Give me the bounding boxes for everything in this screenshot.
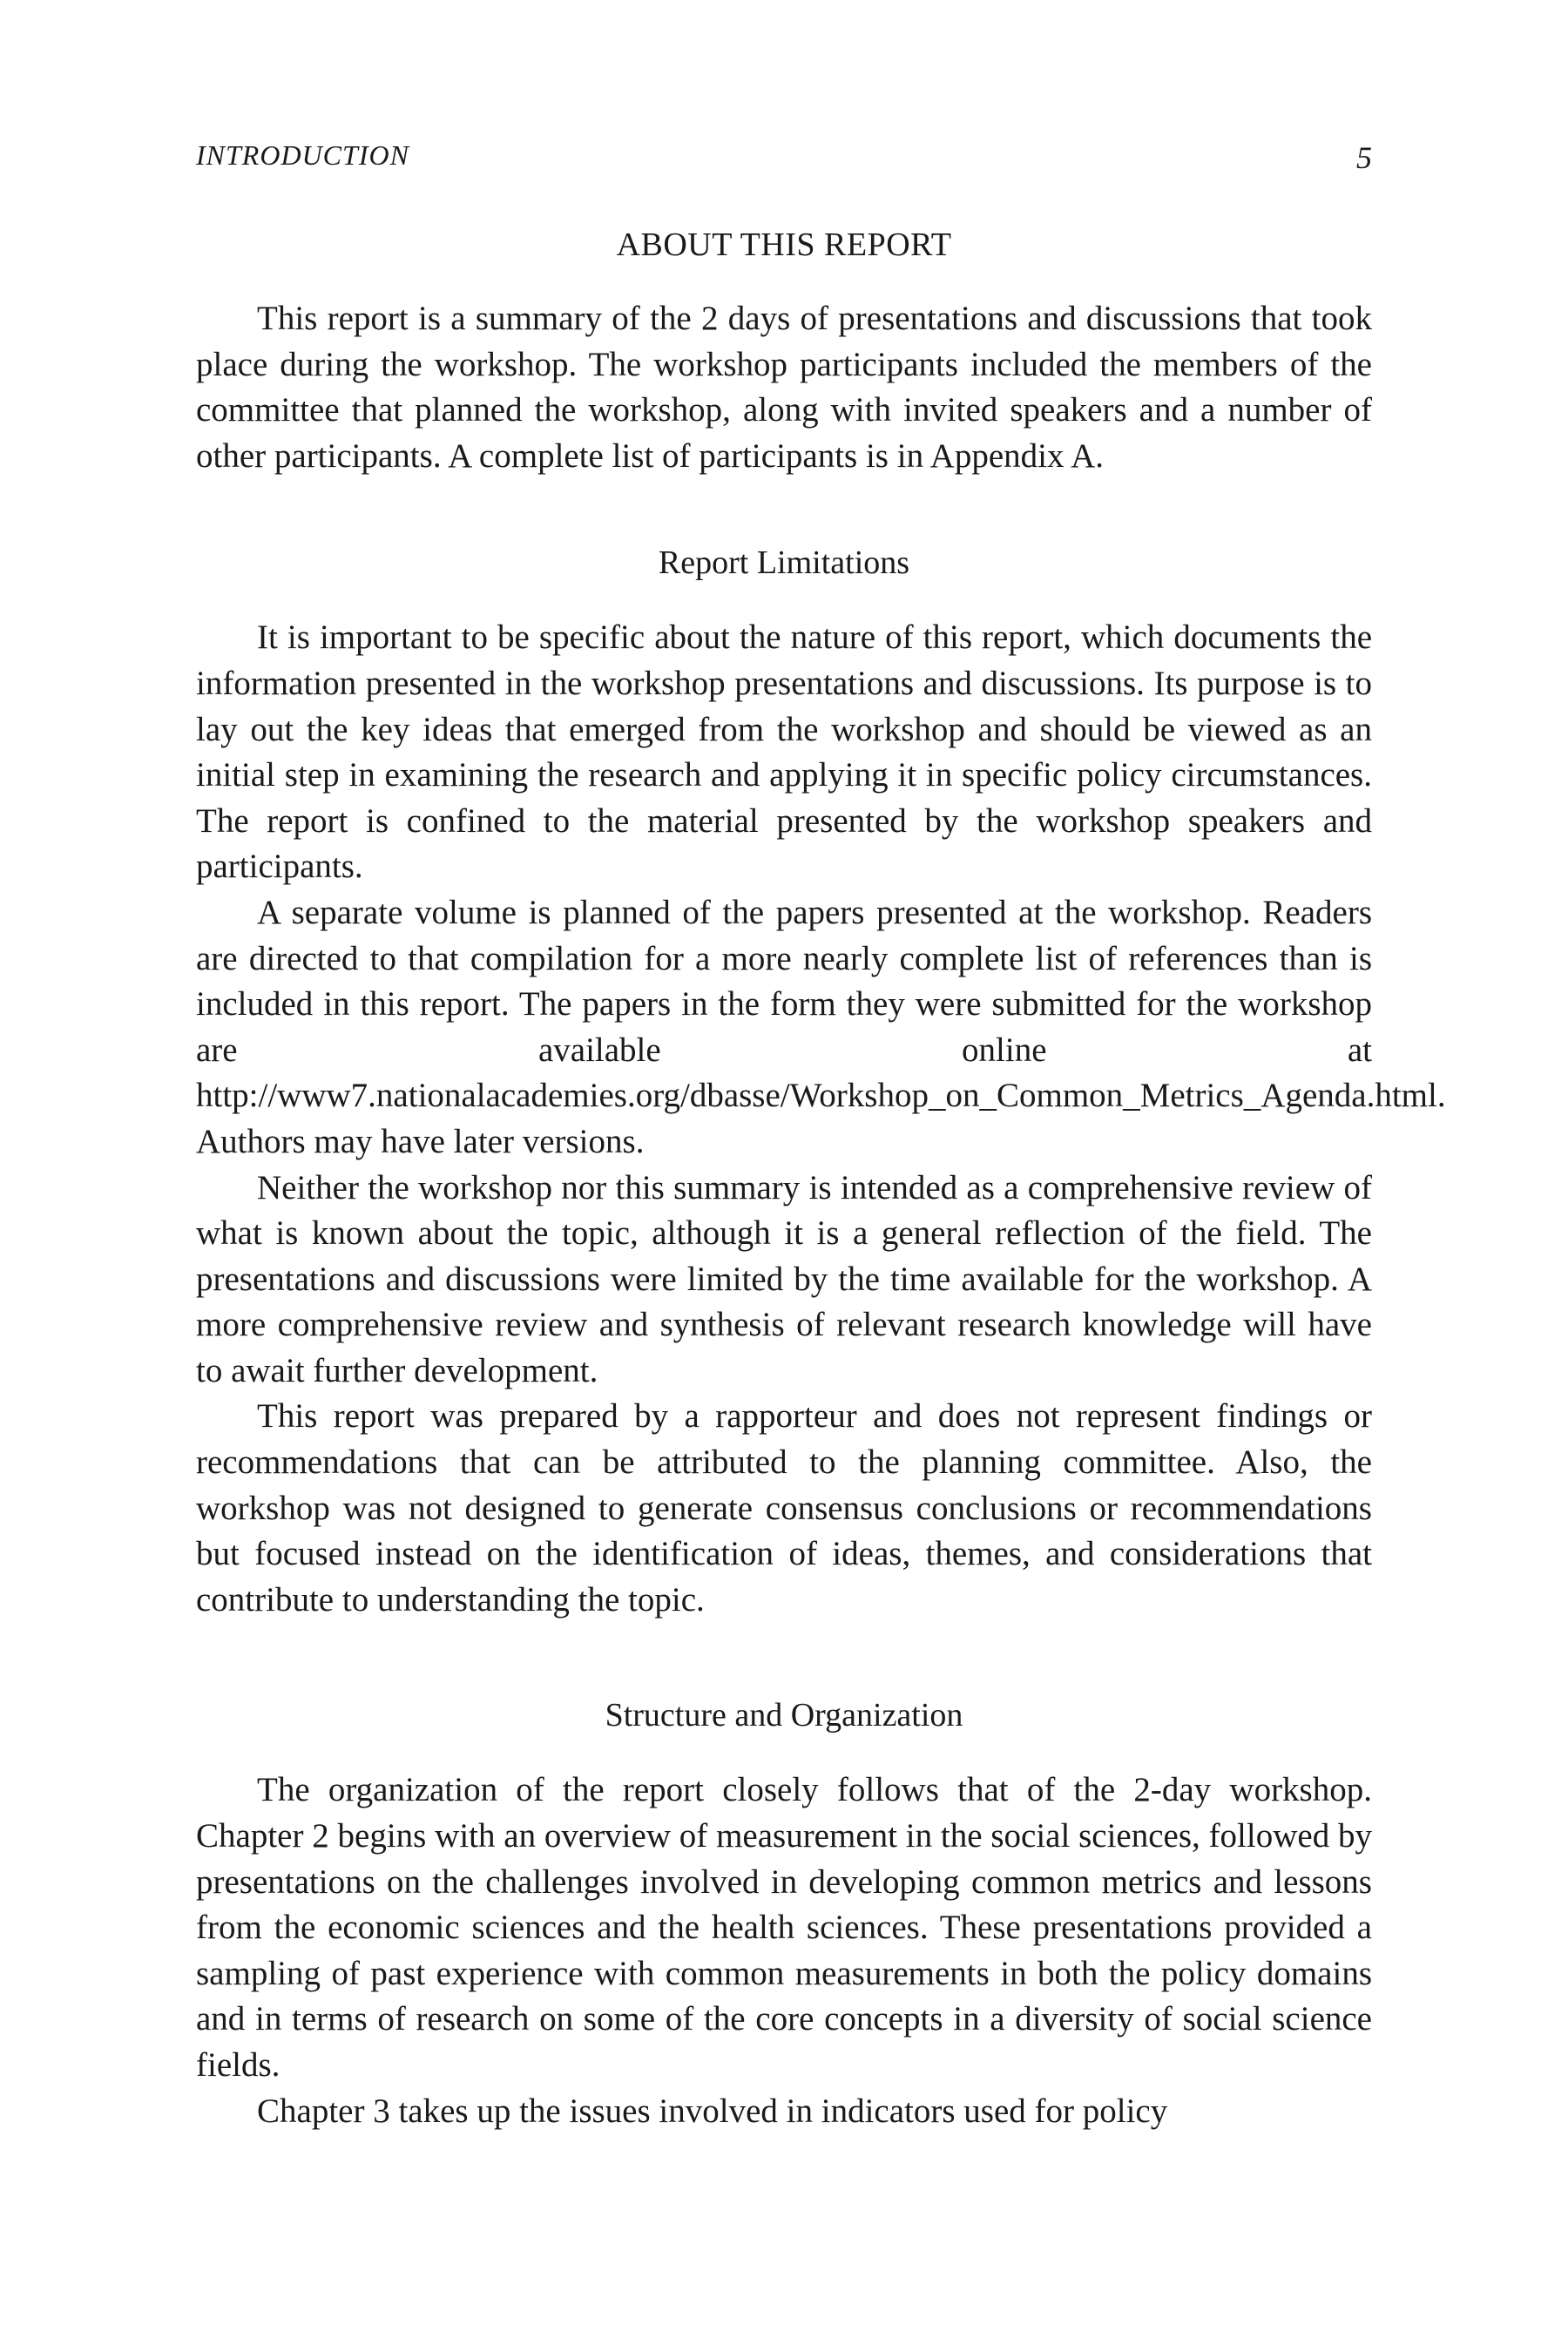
page-number: 5 [1356, 140, 1372, 175]
report-limitations-paragraph: This report was prepared by a rapporteur and does not represent findings or recommendations that can be attributed to the planning committee. Also, the workshop was not designed to generate consensus conclusions or recommendations but focused instead on the identification of ideas, themes, and considerations that contribute to understanding the topic. [196, 1397, 1372, 1619]
section-title: ABOUT THIS REPORT [616, 226, 952, 263]
running-title: INTRODUCTION [196, 139, 409, 171]
structure-organization-title: Structure and Organization [605, 1697, 963, 1734]
spacer [196, 1623, 1372, 1693]
spacer [196, 479, 1372, 540]
structure-organization-paragraph: The organization of the report closely follows that of the 2-day workshop. Chapter 2 begins with an overview of measurement in the social sciences, followed by presentations on the challenges involved in developing common metrics and lessons from the economic sciences and the health sciences. These presentations provided a sampling of past experience with common measurements in both the policy domains and in terms of research on some of the core concepts in a diversity of social science fields. [196, 1771, 1372, 2084]
intro-paragraph: This report is a summary of the 2 days of presentations and discussions that took place during the workshop. The workshop participants included the members of the committee that planned the workshop, along with invited speakers and a number of other participants. A complete list of participants is in Appendix A. [196, 300, 1372, 475]
report-limitations-title: Report Limitations [658, 544, 910, 582]
report-limitations-paragraph: A separate volume is planned of the papers presented at the workshop. Readers are directed to that compilation for a more nearly complete list of references than is included in this report. The papers in the form they were submitted for the workshop are available online at http://www7.nationalacademies.org/dbasse/Workshop_on_Common_Metrics_Agenda.html. Authors may have later versions. [196, 893, 1446, 1160]
report-limitations-paragraph: Neither the workshop nor this summary is intended as a comprehensive review of what is known about the topic, although it is a general reflection of the field. The presentations and discussions were limited by the time available for the workshop. A more comprehensive review and synthesis of relevant research knowledge will have to await further development. [196, 1168, 1372, 1389]
report-limitations-paragraph: It is important to be specific about the nature of this report, which documents the information presented in the workshop presentations and discussions. Its purpose is to lay out the key ideas that emerged from the workshop and should be viewed as an initial step in examining the research and applying it in specific policy circumstances. The report is confined to the material presented by the workshop speakers and participants. [196, 618, 1372, 886]
structure-organization-paragraph: Chapter 3 takes up the issues involved in indicators used for policy [257, 2092, 1168, 2130]
page-content [196, 222, 1446, 2134]
running-head [196, 139, 1372, 174]
